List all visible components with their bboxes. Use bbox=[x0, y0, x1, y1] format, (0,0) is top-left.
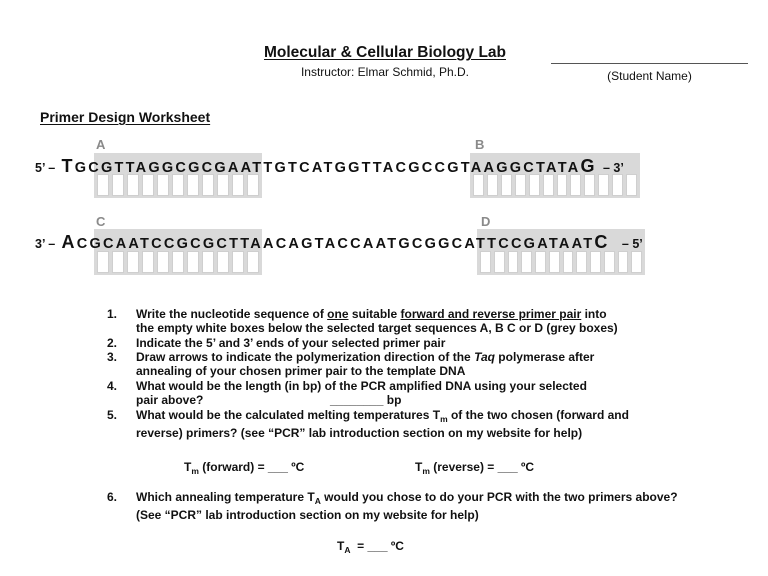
length-answer-field[interactable]: ________ bp bbox=[330, 393, 402, 408]
primer-cells-a[interactable] bbox=[94, 174, 262, 196]
primer-cell[interactable] bbox=[618, 251, 629, 273]
primer-cell[interactable] bbox=[172, 174, 184, 196]
primer-cell[interactable] bbox=[570, 174, 581, 196]
question-4-number: 4. bbox=[107, 379, 118, 393]
primer-cell[interactable] bbox=[557, 174, 568, 196]
primer-cell[interactable] bbox=[187, 174, 199, 196]
primer-cell[interactable] bbox=[97, 174, 109, 196]
worksheet-title: Primer Design Worksheet bbox=[40, 109, 211, 125]
primer-cell[interactable] bbox=[127, 251, 139, 273]
primer-cell[interactable] bbox=[112, 174, 124, 196]
five-prime-end-label: 5’ – bbox=[35, 161, 56, 175]
middle-sequence-bottom: TTAACAGTACCAATGC bbox=[229, 236, 425, 252]
region-d-sequence: GGCATTCCGATA bbox=[424, 236, 572, 252]
middle-sequence-top: AATTGTCATGGTTAC bbox=[227, 160, 409, 176]
primer-cell[interactable] bbox=[535, 251, 546, 273]
primer-cell[interactable] bbox=[97, 251, 109, 273]
primer-cell[interactable] bbox=[217, 174, 229, 196]
primer-cell[interactable] bbox=[543, 174, 554, 196]
primer-cell[interactable] bbox=[631, 251, 642, 273]
question-6-text: Which annealing temperature $T_A$ would you chose to do your PCR with the two primers above? (See “PCR” lab introduction section on my website for help) bbox=[136, 490, 678, 523]
primer-cell[interactable] bbox=[112, 251, 124, 273]
primer-cell[interactable] bbox=[172, 251, 184, 273]
primer-cell[interactable] bbox=[598, 174, 609, 196]
primer-cell[interactable] bbox=[217, 251, 229, 273]
primer-cell[interactable] bbox=[529, 174, 540, 196]
primer-cell[interactable] bbox=[473, 174, 484, 196]
question-3-text: Draw arrows to indicate the polymerization direction of the Taq polymerase after annealing of your chosen primer pair to the template DNA bbox=[136, 350, 595, 379]
primer-cell[interactable] bbox=[232, 174, 244, 196]
primer-cell[interactable] bbox=[202, 174, 214, 196]
primer-cell[interactable] bbox=[515, 174, 526, 196]
primer-cell[interactable] bbox=[576, 251, 587, 273]
primer-cells-d[interactable] bbox=[477, 251, 645, 273]
course-title: Molecular & Cellular Biology Lab bbox=[263, 44, 506, 61]
question-5-text: What would be the calculated melting temperatures $T_m$ of the two chosen (forward and reverse) primers? (see “PCR” lab introduction section on my website for help) bbox=[136, 408, 629, 441]
primer-cell[interactable] bbox=[590, 251, 601, 273]
question-6-number: 6. bbox=[107, 490, 118, 504]
question-4-text: What would be the length (in bp) of the PCR amplified DNA using your selected pair above? ________ bp bbox=[136, 379, 587, 408]
primer-cell[interactable] bbox=[508, 251, 519, 273]
primer-cell[interactable] bbox=[626, 174, 637, 196]
five-prime-end-label: – 5’ bbox=[621, 237, 643, 251]
region-b-sequence: GCCGTAAGGCTA bbox=[408, 160, 558, 176]
primer-cell[interactable] bbox=[247, 174, 259, 196]
region-label-a: A bbox=[96, 137, 106, 152]
question-2-number: 2. bbox=[107, 336, 118, 350]
question-1-number: 1. bbox=[107, 307, 118, 321]
primer-cell[interactable] bbox=[157, 251, 169, 273]
primer-cell[interactable] bbox=[563, 251, 574, 273]
region-label-b: B bbox=[475, 137, 485, 152]
primer-cells-b[interactable] bbox=[470, 174, 640, 196]
primer-cells-c[interactable] bbox=[94, 251, 262, 273]
tm-reverse-answer[interactable]: $T_m$ (reverse) = ___ ºC bbox=[415, 460, 535, 476]
primer-cell[interactable] bbox=[142, 174, 154, 196]
student-name-field[interactable] bbox=[551, 63, 748, 64]
primer-cell[interactable] bbox=[142, 251, 154, 273]
primer-cell[interactable] bbox=[127, 174, 139, 196]
tm-forward-answer[interactable]: $T_m$ (forward) = ___ ºC bbox=[184, 460, 305, 476]
question-1-text: Write the nucleotide sequence of one suitable forward and reverse primer pair into the empty white boxes below the selected target sequences A, B C or D (grey boxes) bbox=[136, 307, 618, 336]
question-2-text: Indicate the 5’ and 3’ ends of your selected primer pair bbox=[136, 336, 446, 350]
question-5-number: 5. bbox=[107, 408, 118, 422]
primer-cell[interactable] bbox=[187, 251, 199, 273]
primer-cell[interactable] bbox=[232, 251, 244, 273]
student-name-caption: (Student Name) bbox=[607, 69, 692, 83]
three-prime-end-label: 3’ – bbox=[35, 237, 56, 251]
three-prime-end-label: – 3’ bbox=[603, 161, 624, 175]
ta-answer[interactable]: $T_A$ = ___ ºC bbox=[337, 539, 404, 555]
primer-cell[interactable] bbox=[202, 251, 214, 273]
primer-cell[interactable] bbox=[604, 251, 615, 273]
primer-cell[interactable] bbox=[480, 251, 491, 273]
primer-cell[interactable] bbox=[157, 174, 169, 196]
question-3-number: 3. bbox=[107, 350, 118, 364]
region-a-sequence: CGTTAGGCGCG bbox=[88, 160, 228, 176]
region-label-d: D bbox=[481, 214, 491, 229]
primer-cell[interactable] bbox=[247, 251, 259, 273]
primer-cell[interactable] bbox=[584, 174, 595, 196]
region-label-c: C bbox=[96, 214, 106, 229]
primer-cell[interactable] bbox=[549, 251, 560, 273]
primer-cell[interactable] bbox=[521, 251, 532, 273]
top-strand-sequence: 5’ – TGCGTTAGGCGCGAATTGTCATGGTTACGCCGTAAGGCTATAG – 3’ bbox=[35, 156, 624, 176]
region-c-sequence: GCAATCCGCGC bbox=[89, 236, 230, 252]
bottom-strand-sequence: 3’ – ACGCAATCCGCGCTTAACAGTACCAATGCGGCATTCCGATAATC – 5’ bbox=[35, 232, 643, 252]
primer-cell[interactable] bbox=[494, 251, 505, 273]
primer-cell[interactable] bbox=[612, 174, 623, 196]
primer-cell[interactable] bbox=[501, 174, 512, 196]
instructor-line: Instructor: Elmar Schmid, Ph.D. bbox=[300, 65, 470, 79]
primer-cell[interactable] bbox=[487, 174, 498, 196]
